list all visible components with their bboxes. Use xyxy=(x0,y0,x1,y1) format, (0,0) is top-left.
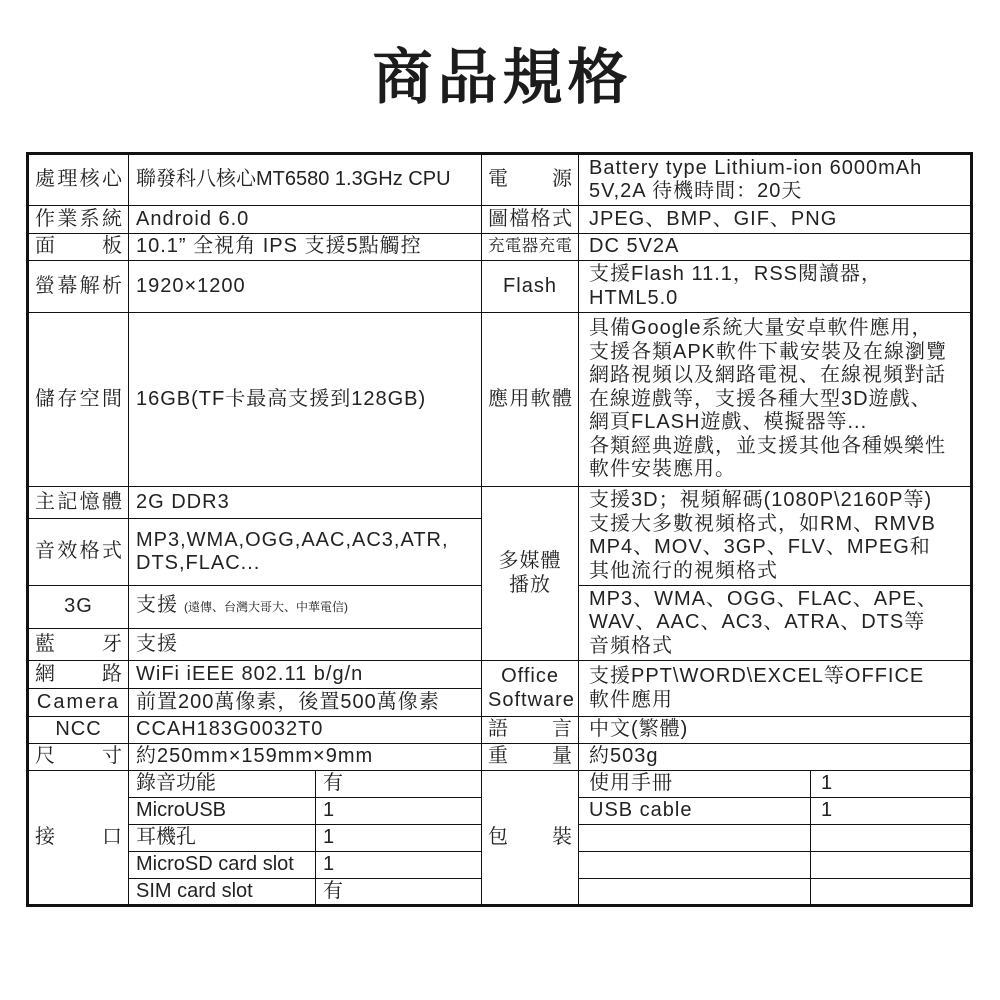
ncc-value-cell xyxy=(129,717,481,743)
multimedia-audio-line: WAV、AAC、AC3、ATRA、DTS等 xyxy=(589,611,926,634)
package-item-qty: 1 xyxy=(811,771,970,797)
image-format-label: 圖檔格式 xyxy=(488,207,572,230)
audio-format-value xyxy=(136,529,449,576)
ncc-value xyxy=(136,718,323,742)
charger-value-cell xyxy=(579,234,970,260)
language-value xyxy=(589,718,688,742)
panel-value xyxy=(136,235,422,259)
image-format-label-cell xyxy=(482,206,578,233)
audio-format-value-cell xyxy=(129,519,481,585)
flash-value-line: 支援Flash 11.1，RSS閱讀器， xyxy=(589,263,883,285)
multimedia-audio-value xyxy=(589,588,938,659)
apps-value-cell xyxy=(579,313,970,486)
language-value-cell xyxy=(579,717,970,743)
apps-value xyxy=(589,317,947,482)
ncc-value-line: CCAH183G0032T0 xyxy=(136,718,324,741)
storage-value xyxy=(136,388,426,412)
package-label-cell xyxy=(482,771,578,904)
cpu-value xyxy=(136,168,451,192)
memory-value-line: 2G DDR3 xyxy=(136,490,230,513)
apps-value-line: 各類經典遊戲，並支援其他各種娛樂性 xyxy=(589,434,946,457)
camera-value xyxy=(136,691,440,715)
audio-format-label-cell xyxy=(29,519,128,585)
interface-item-value: 有 xyxy=(316,771,481,797)
panel-value-line: 10.1” 全視角 IPS 支援5點觸控 xyxy=(136,235,422,258)
cpu-value-cell xyxy=(129,155,481,205)
wifi-value-cell xyxy=(129,661,481,688)
os-value-cell xyxy=(129,206,481,233)
power-value-cell xyxy=(579,155,970,205)
language-label: 語 言 xyxy=(488,718,572,741)
interface-item-name: MicroSD card slot xyxy=(129,852,315,878)
interface-label: 接 口 xyxy=(35,825,122,848)
multimedia-video-value-cell xyxy=(579,487,970,585)
charger-value-line: DC 5V2A xyxy=(589,235,680,258)
camera-value-cell xyxy=(129,689,481,716)
dimensions-label-cell xyxy=(29,744,128,770)
power-value-line: Battery type Lithium-ion 6000mAh xyxy=(589,156,923,179)
network-3g-label-cell xyxy=(29,586,128,628)
package-empty-cell xyxy=(811,825,970,851)
image-format-value-cell xyxy=(579,206,970,233)
audio-format-value-line: DTS,FLAC... xyxy=(136,552,261,574)
office-software-value xyxy=(589,665,924,712)
multimedia-video-value xyxy=(589,489,936,583)
flash-value-cell xyxy=(579,261,970,312)
os-value-line: Android 6.0 xyxy=(136,207,250,230)
camera-label-cell xyxy=(29,689,128,716)
multimedia-audio-value-cell xyxy=(579,586,970,660)
dimensions-label: 尺 寸 xyxy=(35,745,122,768)
weight-value-cell xyxy=(579,744,970,770)
storage-label-cell xyxy=(29,313,128,486)
camera-value-line: 前置200萬像素，後置500萬像素 xyxy=(136,690,440,713)
interface-item-name: SIM card slot xyxy=(129,879,315,904)
office-software-value-line: 軟件應用 xyxy=(589,688,673,711)
office-software-label-line: Office xyxy=(501,665,559,687)
page-title: 商品規格 xyxy=(372,44,633,111)
panel-label-cell xyxy=(29,234,128,260)
apps-label-cell xyxy=(482,313,578,486)
dimensions-value-line: 約250mm×159mm×9mm xyxy=(136,745,374,768)
power-label-cell xyxy=(482,155,578,205)
flash-label-cell xyxy=(482,261,578,312)
interface-item-value: 有 xyxy=(316,879,481,904)
wifi-label-cell xyxy=(29,661,128,688)
apps-value-line: 軟件安裝應用。 xyxy=(589,458,736,481)
resolution-label: 螢幕解析 xyxy=(35,274,122,297)
office-software-value-line: 支援PPT\WORD\EXCEL等OFFICE xyxy=(589,665,925,687)
panel-label: 面 板 xyxy=(35,235,122,258)
package-empty-cell xyxy=(579,879,810,904)
bluetooth-label-cell xyxy=(29,629,128,660)
power-value-line: 5V,2A 待機時間：20天 xyxy=(589,180,803,202)
multimedia-audio-line: MP3、WMA、OGG、FLAC、APE、 xyxy=(589,587,938,610)
camera-label: Camera xyxy=(36,690,121,713)
charger-label: 充電器充電 xyxy=(488,237,572,256)
interface-label-cell xyxy=(29,771,128,904)
weight-value xyxy=(589,745,659,769)
interface-item-name: 錄音功能 xyxy=(129,771,315,797)
package-empty-cell xyxy=(579,852,810,878)
wifi-label: 網 路 xyxy=(35,662,122,685)
ncc-label: NCC xyxy=(55,718,102,741)
network-3g-value xyxy=(136,594,348,620)
flash-value xyxy=(589,263,882,310)
multimedia-video-line: 支援大多數視頻格式，如RM、RMVB xyxy=(589,512,936,535)
package-item-qty: 1 xyxy=(811,798,970,824)
apps-value-line: 網頁FLASH遊戲、模擬器等... xyxy=(589,411,868,434)
network-3g-carriers-note: (遠傳、台灣大哥大、中華電信) xyxy=(184,600,348,615)
ncc-label-cell xyxy=(29,717,128,743)
os-value xyxy=(136,208,249,232)
multimedia-label-line: 多媒體 xyxy=(498,550,562,572)
resolution-value xyxy=(136,275,246,299)
package-item-name: 使用手冊 xyxy=(579,771,810,797)
interface-item-value: 1 xyxy=(316,798,481,824)
multimedia-label xyxy=(488,550,572,597)
office-software-label xyxy=(488,665,575,712)
storage-label: 儲存空間 xyxy=(35,387,122,410)
os-label-cell xyxy=(29,206,128,233)
bluetooth-value-cell xyxy=(129,629,481,660)
apps-label: 應用軟體 xyxy=(488,387,572,410)
wifi-value xyxy=(136,663,363,687)
network-3g-label: 3G xyxy=(64,595,93,618)
cpu-label-cell xyxy=(29,155,128,205)
dimensions-value xyxy=(136,745,373,769)
package-empty-cell xyxy=(579,825,810,851)
dimensions-value-cell xyxy=(129,744,481,770)
network-3g-support: 支援 xyxy=(136,594,178,617)
spec-table xyxy=(26,152,973,907)
memory-label: 主記憶體 xyxy=(35,490,122,513)
charger-label-cell xyxy=(482,234,578,260)
power-label: 電 源 xyxy=(488,168,572,191)
office-software-label-cell xyxy=(482,661,578,716)
interface-item-value: 1 xyxy=(316,825,481,851)
memory-value xyxy=(136,491,230,515)
multimedia-audio-line: 音頻格式 xyxy=(589,634,673,657)
audio-format-value-line: MP3,WMA,OGG,AAC,AC3,ATR, xyxy=(136,528,449,551)
multimedia-video-line: 其他流行的視頻格式 xyxy=(589,559,778,582)
power-value xyxy=(589,157,922,204)
image-format-value-line: JPEG、BMP、GIF、PNG xyxy=(589,207,838,230)
apps-value-line: 在線遊戲等，支援各種大型3D遊戲、 xyxy=(589,387,932,410)
weight-label: 重 量 xyxy=(488,745,572,768)
resolution-value-cell xyxy=(129,261,481,312)
language-label-cell xyxy=(482,717,578,743)
weight-label-cell xyxy=(482,744,578,770)
multimedia-video-line: MP4、MOV、3GP、FLV、MPEG和 xyxy=(589,536,931,558)
image-format-value xyxy=(589,208,837,232)
interface-item-value: 1 xyxy=(316,852,481,878)
flash-value-line: HTML5.0 xyxy=(589,286,679,309)
network-3g-value-cell xyxy=(129,586,481,628)
apps-value-line: 支援各類APK軟件下載安裝及在線瀏覽 xyxy=(589,340,948,363)
resolution-label-cell xyxy=(29,261,128,312)
apps-value-line: 網路視頻以及網路電視、在線視頻對話 xyxy=(589,364,946,387)
memory-label-cell xyxy=(29,487,128,518)
network-3g-value-line xyxy=(136,594,348,620)
panel-value-cell xyxy=(129,234,481,260)
multimedia-video-line: 支援3D；視頻解碼(1080P\2160P等) xyxy=(589,489,933,511)
flash-label: Flash xyxy=(503,274,557,297)
storage-value-line: 16GB(TF卡最高支援到128GB) xyxy=(136,387,427,410)
cpu-label: 處理核心 xyxy=(35,168,122,191)
multimedia-label-line: 播放 xyxy=(509,573,551,596)
memory-value-cell xyxy=(129,487,481,518)
bluetooth-label: 藍 牙 xyxy=(35,632,122,655)
office-software-label-line: Software xyxy=(488,688,575,711)
bluetooth-value-line: 支援 xyxy=(136,632,178,655)
package-label: 包 裝 xyxy=(488,825,572,848)
bluetooth-value xyxy=(136,633,178,657)
office-software-value-cell xyxy=(579,661,970,716)
charger-value xyxy=(589,235,679,259)
wifi-value-line: WiFi iEEE 802.11 b/g/n xyxy=(136,662,364,685)
resolution-value-line: 1920×1200 xyxy=(136,274,246,297)
weight-value-line: 約503g xyxy=(589,745,659,768)
language-value-line: 中文(繁體) xyxy=(589,718,689,741)
interface-item-name: 耳機孔 xyxy=(129,825,315,851)
audio-format-label: 音效格式 xyxy=(35,540,122,563)
interface-item-name: MicroUSB xyxy=(129,798,315,824)
package-item-name: USB cable xyxy=(579,798,810,824)
os-label: 作業系統 xyxy=(35,207,122,230)
cpu-value-line: 聯發科八核心MT6580 1.3GHz CPU xyxy=(136,168,451,191)
storage-value-cell xyxy=(129,313,481,486)
package-empty-cell xyxy=(811,879,970,904)
multimedia-label-cell xyxy=(482,487,578,660)
package-empty-cell xyxy=(811,852,970,878)
apps-value-line: 具備Google系統大量安卓軟件應用， xyxy=(589,317,933,340)
